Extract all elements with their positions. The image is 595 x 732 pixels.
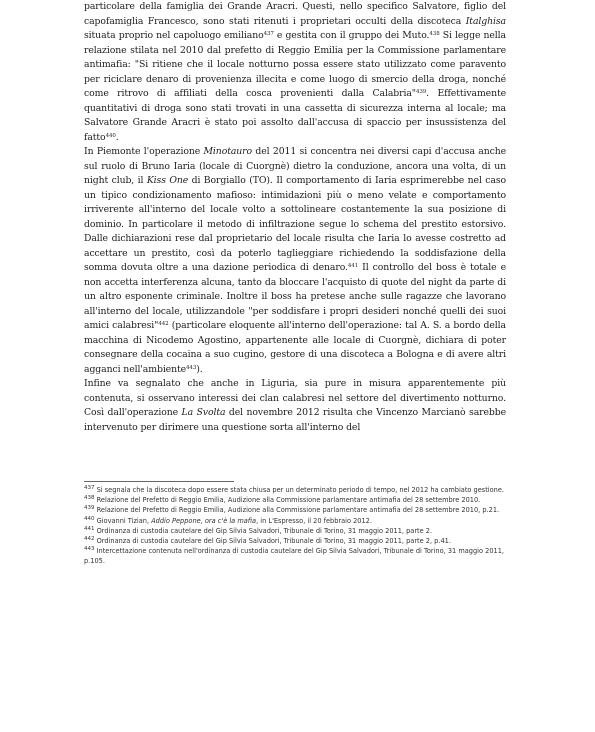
footnote-number: 440 bbox=[84, 515, 95, 522]
text-run: , in L'Espresso, il 20 febbraio 2012. bbox=[256, 516, 372, 525]
text-run: situata proprio nel capoluogo emiliano bbox=[84, 30, 264, 41]
footnote-number: 441 bbox=[84, 525, 95, 532]
footnote-ref: 440 bbox=[105, 132, 116, 139]
footnote-text bbox=[95, 486, 505, 494]
footnotes bbox=[84, 486, 506, 567]
text-run: Il controllo del boss è totale e non accetta interferenza alcuna, tanto da bloccare l'acquisto di quote del night da parte di un altro esponente criminale. Inoltre il boss ha pretese anche sulle ragazze che lavorano all'interno del locale, utilizzandole "per soddisfare i propri desideri nonché quelli dei suoi amici calabresi" bbox=[84, 262, 506, 331]
paragraph bbox=[84, 377, 506, 435]
text-run: Intercettazione contenuta nell'ordinanza di custodia cautelare del Gip Silvia Salvadori, Tribunale di Torino, 31 maggio 2011, p.105. bbox=[84, 547, 504, 565]
footnote-number: 439 bbox=[84, 505, 95, 512]
text-run: Ordinanza di custodia cautelare del Gip Silvia Salvadori, Tribunale di Torino, 31 maggio 2011, parte 2. bbox=[94, 526, 433, 535]
text-run: Relazione del Prefetto di Reggio Emilia, Audizione alla Commissione parlamentare antimafia del 28 settembre 2010, p.21. bbox=[94, 506, 500, 515]
italic-text: Addio Peppone, ora c'è la mafia bbox=[151, 516, 257, 525]
text-run: Si legge nella relazione stilata nel 2010 dal prefetto di Reggio Emilia per la Commissione parlamentare antimafia: "Si ritiene che il locale notturno possa essere stato utilizzato come paravento per riciclare denaro di provenienza illecita e come luogo di smercio della droga, nonché come ritrovo di affiliati della cosca provenienti dalla Calabria" bbox=[84, 30, 506, 99]
text-run: di Borgiallo (TO). Il comportamento di Iaria esprimerebbe nel caso un tipico condizionamento mafioso: intimidazioni più o meno velate e comportamento irriverente all'interno del locale volto a sottolineare costantemente la sua posizione di dominio. In particolare il metodo di infiltrazione segue lo schema del prestito estorsivo. Dalle dichiarazioni rese dal proprietario del locale risulta che Iaria lo avesse costretto ad accettare un prestito, così da poterlo taglieggiare richiedendo la soddisfazione della somma dovuta oltre a una dazione periodica di denaro. bbox=[84, 175, 506, 273]
text-run: e gestita con il gruppo dei Muto. bbox=[273, 30, 430, 41]
footnote bbox=[84, 486, 506, 496]
footnote-separator bbox=[84, 481, 234, 482]
italic-text: Italghisa bbox=[465, 15, 506, 27]
footnote-number: 442 bbox=[84, 536, 95, 543]
footnote bbox=[84, 527, 506, 537]
text-run: (particolare eloquente all'interno dell'operazione: tal A. S. a bordo della macchina di Nicodemo Agostino, appartenente alle locale di Cuorgnè, dichiara di poter consegnare della cocaina a suo cugino, gestore di una discoteca a Bologna e di avere altri agganci nell'ambiente bbox=[84, 320, 506, 375]
footnote-ref: 438 bbox=[429, 31, 440, 37]
footnote bbox=[84, 506, 506, 516]
footnote-text bbox=[95, 517, 372, 525]
footnote-number: 438 bbox=[84, 495, 95, 502]
footnote-ref: 441 bbox=[347, 263, 359, 269]
footnote bbox=[84, 517, 506, 527]
footnote bbox=[84, 537, 506, 547]
text-run: Infine va segnalato che anche in Liguria, sia pure in misura apparentemente più contenuta, si osservano interessi dei clan calabresi nel settore del divertimento notturno. Così dall'operazione bbox=[84, 378, 506, 418]
paragraph bbox=[84, 0, 506, 145]
text-run: del novembre 2012 risulta che Vincenzo Marcianò sarebbe intervenuto per dirimere una questione sorta all'interno del bbox=[84, 407, 506, 433]
footnote-text bbox=[95, 496, 481, 504]
text-run: del 2011 si concentra nei diversi capi d'accusa anche sul ruolo di Bruno Iaria (locale di Cuorgnè) dietro la conduzione, ancora una volta, di un night club, il bbox=[84, 146, 506, 186]
text-run: . bbox=[115, 131, 119, 143]
italic-text: La Svolta bbox=[181, 407, 226, 418]
footnote-ref: 442 bbox=[158, 321, 169, 327]
text-run: Si segnala che la discoteca dopo essere stata chiusa per un determinato periodo di tempo, nel 2012 ha cambiato gestione. bbox=[94, 486, 505, 494]
text-run: Ordinanza di custodia cautelare del Gip Silvia Salvadori, Tribunale di Torino, 31 maggio 2011, parte 2, p.41. bbox=[94, 537, 451, 546]
italic-text: Kiss One bbox=[146, 175, 189, 186]
italic-text: Minotauro bbox=[203, 146, 253, 157]
footnote-number: 437 bbox=[84, 485, 95, 491]
footnote-number: 443 bbox=[84, 546, 95, 553]
footnote-ref: 437 bbox=[263, 31, 274, 37]
footnote-text bbox=[95, 527, 433, 535]
text-run: ). bbox=[196, 363, 203, 375]
text-run: Relazione del Prefetto di Reggio Emilia, Audizione alla Commissione parlamentare antimafia del 28 settembre 2010. bbox=[94, 496, 481, 505]
footnote-ref: 443 bbox=[186, 364, 197, 371]
text-run: . Effettivamente quantitativi di droga sono stati trovati in una cassetta di sicurezza interna al locale; ma Salvatore Grande Aracri è stato poi assolto dall'accusa di spaccio per insussistenza del fatto bbox=[84, 88, 506, 143]
body-text bbox=[84, 0, 506, 435]
footnote-ref: 439 bbox=[415, 89, 427, 95]
text-run: Giovanni Tizian, bbox=[94, 516, 152, 525]
footnote-text bbox=[95, 537, 451, 545]
footnote bbox=[84, 547, 506, 566]
footnote bbox=[84, 496, 506, 506]
paragraph bbox=[84, 145, 506, 377]
text-run: particolare della famiglia dei Grande Aracri. Questi, nello specifico Salvatore, figlio del capofamiglia Francesco, sono stati ritenuti i proprietari occulti della discoteca bbox=[84, 1, 506, 27]
footnote-text bbox=[95, 506, 500, 514]
text-run: In Piemonte l'operazione bbox=[84, 146, 204, 157]
footnote-text bbox=[84, 547, 504, 565]
